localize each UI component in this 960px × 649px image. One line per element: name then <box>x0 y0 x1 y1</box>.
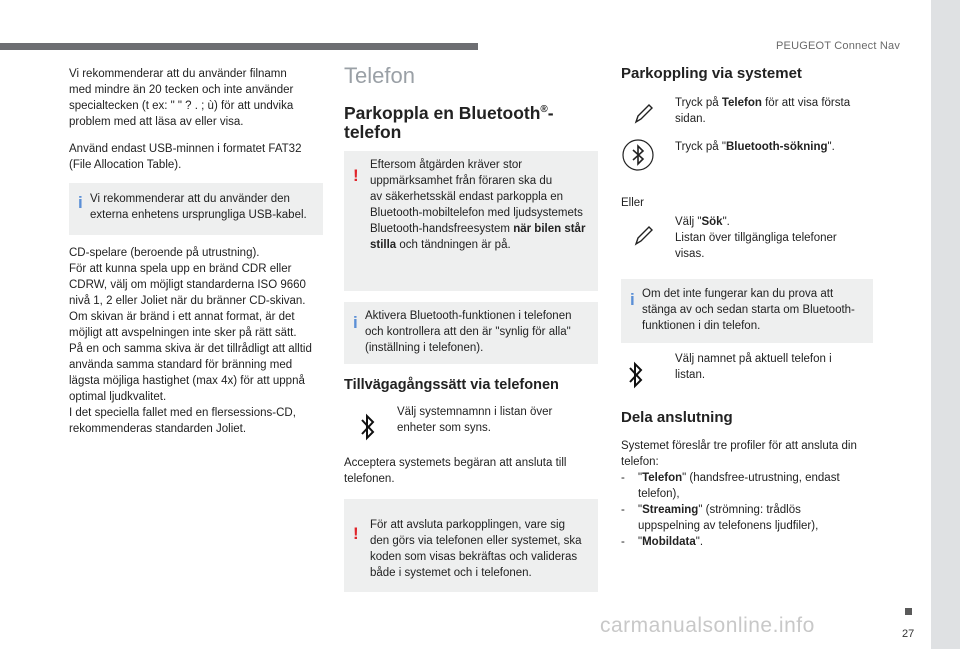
profile-list <box>621 470 877 550</box>
warning-icon: ! <box>353 524 359 543</box>
step-select-system-name: Välj systemnamnn i listan över enheter som syns. <box>397 406 553 434</box>
info-box-restart-bluetooth: i Om det inte fungerar kan du prova att stänga av och sedan starta om Bluetooth- funktionen i din telefon. <box>621 279 873 343</box>
list-item: - "Streaming" (strömning: trådlös uppspelning av telefonens ljudfiler), <box>621 504 819 532</box>
paragraph-filenames: Vi rekommenderar att du använder filnamn med mindre än 20 tecken och inte använder specialtecken (t ex: " " ? . ; ù) för att undvika problem med att läsa av eller visa. <box>69 68 294 128</box>
paragraph-profiles: Systemet föreslår tre profiler för att ansluta din telefon: <box>621 440 857 468</box>
step-bluetooth-search: Tryck på "Bluetooth-sökning". <box>675 141 835 153</box>
watermark: carmanualsonline.info <box>600 614 815 637</box>
bluetooth-search-icon <box>621 138 655 172</box>
bluetooth-icon <box>626 361 646 389</box>
paragraph-cd: CD-spelare (beroende på utrustning). För att kunna spela upp en bränd CDR eller CDRW, välj om möjligt standarderna ISO 9660 nivå 1, 2 eller Joliet när du bränner CD-skivan. Om skivan är bränd i ett annat format, är det möjligt att avspelningen inte sker på rätt sätt. På en och samma skiva är det tillrådligt att alltid använda samma standard för bränning med lägsta möjliga hastighet (max 4x) för att uppnå optimal ljudkvalitet. I det speciella fallet med en flersessions-CD, rekommenderas standarden Joliet. <box>69 247 312 435</box>
info-icon: i <box>630 290 635 309</box>
warning-box-confirm-code: ! För att avsluta parkopplingen, vare sig den görs via telefonen eller systemet, ska koden som visas bekräftas och valideras både i systemet och i telefonen. <box>344 499 598 592</box>
heading-pair-bluetooth: Parkoppla en Bluetooth®- telefon <box>344 102 554 142</box>
step-press-telefon: Tryck på Telefon för att visa första sidan. <box>675 97 851 125</box>
sub-heading-via-phone: Tillvägagångssätt via telefonen <box>344 377 559 393</box>
brand-label: PEUGEOT Connect Nav <box>776 40 901 52</box>
warning-icon: ! <box>353 166 359 185</box>
page-marker <box>905 608 912 615</box>
info-box-activate-bluetooth: i Aktivera Bluetooth-funktionen i telefonen och kontrollera att den är "synlig för alla" (inställning i telefonen). <box>344 302 598 364</box>
page-number: 27 <box>902 628 915 640</box>
column-2 <box>344 60 600 600</box>
heading-pair-via-system: Parkoppling via systemet <box>621 65 802 82</box>
list-item: - "Mobildata". <box>621 536 704 548</box>
paragraph-fat32: Använd endast USB-minnen i formatet FAT32 (File Allocation Table). <box>69 143 302 171</box>
info-box-usb: i Vi rekommenderar att du använder den externa enhetens ursprungliga USB-kabel. <box>69 183 323 235</box>
step-select-phone: Välj namnet på aktuell telefon i listan. <box>675 353 832 381</box>
column-3 <box>621 60 877 600</box>
heading-share-connection: Dela anslutning <box>621 409 733 426</box>
bluetooth-icon <box>358 413 378 441</box>
step-select-sok: Välj "Sök". Listan över tillgängliga telefoner visas. <box>675 216 837 260</box>
info-icon: i <box>353 313 358 332</box>
column-1 <box>69 66 325 437</box>
paragraph-accept: Acceptera systemets begäran att ansluta till telefonen. <box>344 457 567 485</box>
pencil-icon <box>631 224 655 248</box>
list-item: - "Telefon" (handsfree-utrustning, endast telefon), <box>621 472 840 500</box>
section-title: Telefon <box>344 63 415 88</box>
warning-box-safety: ! Eftersom åtgärden kräver stor uppmärksamhet från föraren ska du av säkerhetsskäl endast parkoppla en Bluetooth-mobiltelefon med ljudsystemets Bluetooth-handsfreesystem när bilen står stilla och tändningen är på. <box>344 151 598 291</box>
pencil-icon <box>631 102 655 126</box>
info-icon: i <box>78 193 83 212</box>
header-bar <box>0 43 478 50</box>
eller-label: Eller <box>621 197 645 209</box>
page-edge-strip <box>931 0 960 649</box>
